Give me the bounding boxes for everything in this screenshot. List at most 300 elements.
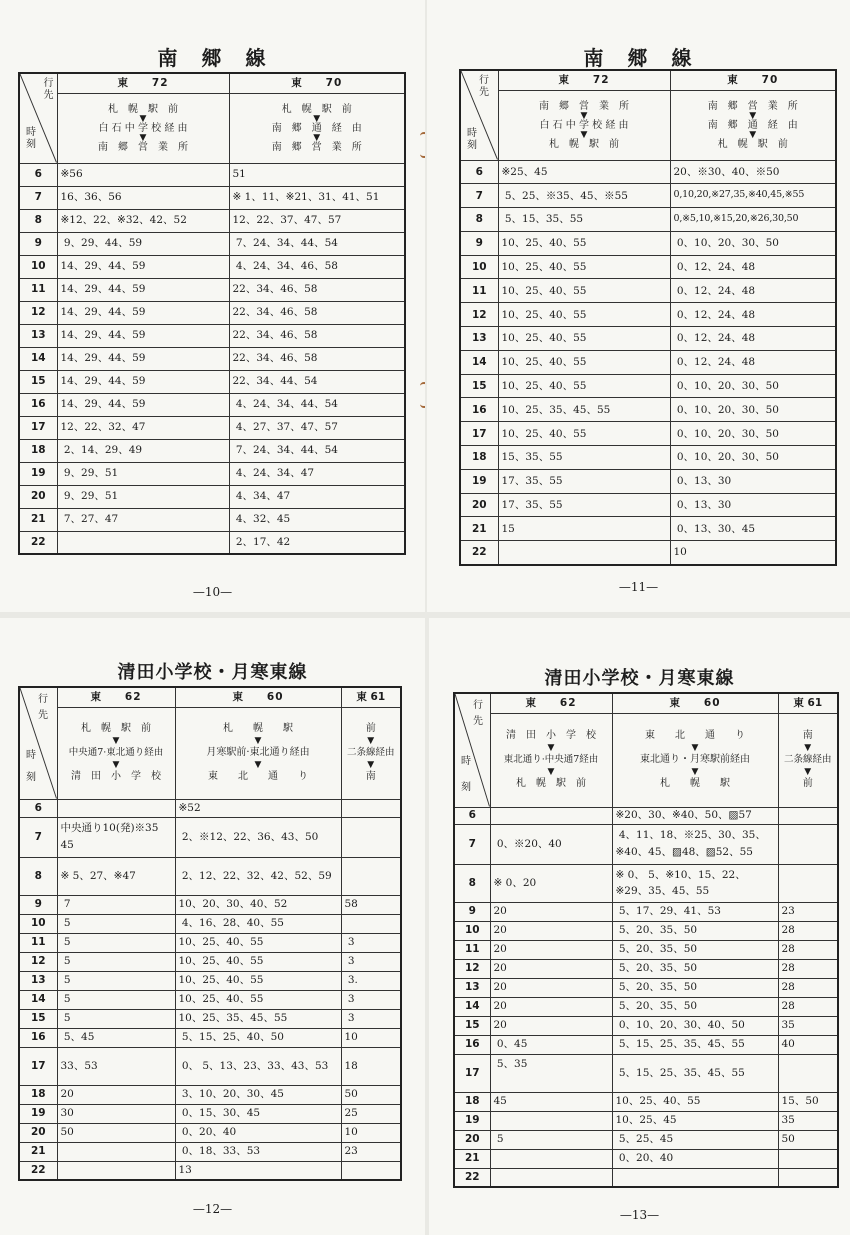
departure-times: 0、12、24、48 — [670, 303, 836, 327]
stop-via: 月寒駅前·東北通り経由 — [206, 747, 310, 758]
departure-times: 22、34、46、58 — [229, 301, 405, 324]
hour-cell: 7 — [460, 184, 498, 208]
departure-times: 7、27、47 — [57, 508, 229, 531]
hour-cell: 8 — [19, 857, 57, 895]
stop-origin: 南 — [802, 730, 813, 741]
departure-times: 15 — [498, 517, 670, 541]
departure-times: 10 — [341, 1028, 401, 1047]
hour-cell: 16 — [454, 1035, 490, 1054]
departure-times — [498, 541, 670, 565]
departure-times — [490, 1111, 612, 1130]
hour-row — [19, 209, 405, 232]
hour-cell: 10 — [460, 255, 498, 279]
departure-times: 5、20、35、50 — [612, 940, 778, 959]
timetable — [18, 686, 402, 1181]
hour-cell: 15 — [454, 1016, 490, 1035]
departure-times: 0,10,20,※27,35,※40,45,※55 — [670, 184, 836, 208]
departure-times: 20 — [490, 997, 612, 1016]
hour-cell: 15 — [19, 370, 57, 393]
route-stops — [498, 90, 670, 160]
arrow-down-icon: ▼ — [580, 110, 588, 121]
departure-times: 23 — [778, 902, 838, 921]
departure-times: 5 — [57, 971, 175, 990]
departure-times: 10、25、35、45、55 — [498, 398, 670, 422]
departure-times: 20 — [490, 940, 612, 959]
hour-cell: 6 — [460, 160, 498, 184]
departure-times: ※20、30、※40、50、▨57 — [612, 807, 778, 824]
hour-row — [460, 446, 836, 470]
stop-origin: 札 幌 駅 前 — [281, 103, 352, 115]
departure-times: 5、45 — [57, 1028, 175, 1047]
departure-times: 5、20、35、50 — [612, 921, 778, 940]
departure-times: 28 — [778, 940, 838, 959]
departure-times: 17、35、55 — [498, 469, 670, 493]
stop-destination: 札 幌 駅 前 — [549, 138, 619, 150]
departure-times: 5、15、35、55 — [498, 208, 670, 232]
hour-cell: 21 — [19, 508, 57, 531]
hour-cell: 10 — [454, 921, 490, 940]
departure-times — [490, 1168, 612, 1187]
departure-times: 0、20、40 — [612, 1149, 778, 1168]
departure-times: 22、34、46、58 — [229, 347, 405, 370]
hour-row — [460, 469, 836, 493]
stop-via: 東北通り·中央通7経由 — [503, 754, 599, 765]
departure-times — [57, 799, 175, 817]
header-corner — [454, 693, 490, 807]
route-stops — [57, 93, 229, 163]
hour-cell: 8 — [454, 864, 490, 902]
hour-row — [19, 971, 401, 990]
departure-times: 23 — [341, 1142, 401, 1161]
hour-cell: 21 — [460, 517, 498, 541]
departure-times: 5、15、25、35、45、55 — [612, 1054, 778, 1092]
hour-cell: 13 — [19, 971, 57, 990]
departure-times: ※ 0、 5、※10、15、22、 ※29、35、45、55 — [612, 864, 778, 902]
departure-times — [612, 1168, 778, 1187]
departure-times: 45 — [490, 1092, 612, 1111]
hour-row — [460, 374, 836, 398]
page-number: —12— — [192, 1202, 233, 1216]
departure-times: 4、16、28、40、55 — [175, 914, 341, 933]
hour-cell: 9 — [19, 895, 57, 914]
binding-staple — [420, 132, 425, 158]
departure-times: 2、12、22、32、42、52、59 — [175, 857, 341, 895]
departure-times: 22、34、46、58 — [229, 324, 405, 347]
departure-times: 13 — [175, 1161, 341, 1180]
arrow-down-icon: ▼ — [313, 113, 321, 124]
hour-cell: 9 — [19, 232, 57, 255]
hour-row — [19, 1009, 401, 1028]
departure-times: 14、29、44、59 — [57, 393, 229, 416]
hour-cell: 20 — [460, 493, 498, 517]
timetable-page-11 — [427, 0, 850, 612]
hour-cell: 18 — [460, 446, 498, 470]
departure-times: 0、12、24、48 — [670, 255, 836, 279]
departure-times: 3、10、20、30、45 — [175, 1085, 341, 1104]
hour-cell: 8 — [19, 209, 57, 232]
hour-row — [19, 508, 405, 531]
departure-times: 51 — [229, 163, 405, 186]
hour-row — [19, 857, 401, 895]
stop-via: 中央通7·東北通り経由 — [68, 747, 164, 758]
timetable-page-13 — [429, 618, 850, 1235]
stop-via: 二条線経由 — [783, 754, 832, 765]
stop-destination: 前 — [802, 778, 813, 789]
stop-origin: 東 北 通 り — [645, 730, 745, 741]
departure-times: 20 — [490, 978, 612, 997]
departure-times — [341, 914, 401, 933]
departure-times: 10、25、40、55 — [175, 990, 341, 1009]
departure-times: 5 — [490, 1130, 612, 1149]
time-label: 時 刻 — [26, 749, 36, 783]
departure-times — [341, 857, 401, 895]
departure-times: 5、20、35、50 — [612, 959, 778, 978]
hour-row — [19, 990, 401, 1009]
hour-row — [454, 902, 838, 921]
stop-destination: 清 田 小 学 校 — [71, 771, 161, 782]
departure-times: 10、25、40、55 — [175, 952, 341, 971]
departure-times: 28 — [778, 921, 838, 940]
timetable — [18, 72, 406, 555]
hour-row — [460, 184, 836, 208]
departure-times: 0、※20、40 — [490, 824, 612, 864]
departure-times: 0、10、20、30、50 — [670, 398, 836, 422]
departure-times: 20、※30、40、※50 — [670, 160, 836, 184]
departure-times: ※ 0、20 — [490, 864, 612, 902]
departure-times: 50 — [778, 1130, 838, 1149]
departure-times: ※25、45 — [498, 160, 670, 184]
destination-label: 行 先 — [479, 75, 489, 98]
departure-times: 9、29、51 — [57, 485, 229, 508]
hour-cell: 19 — [19, 462, 57, 485]
stop-destination: 東 北 通 り — [208, 771, 308, 782]
hour-cell: 18 — [19, 439, 57, 462]
departure-times: 7 — [57, 895, 175, 914]
departure-times — [778, 807, 838, 824]
departure-times — [778, 1149, 838, 1168]
departure-times: 3 — [341, 952, 401, 971]
destination-label: 行 先 — [473, 700, 483, 727]
arrow-down-icon: ▼ — [547, 743, 555, 753]
hour-cell: 7 — [454, 824, 490, 864]
timetable-page-10 — [0, 0, 425, 612]
departure-times: 10 — [341, 1123, 401, 1142]
departure-times: 12、22、37、47、57 — [229, 209, 405, 232]
departure-times: 22、34、46、58 — [229, 278, 405, 301]
stop-destination: 南 — [365, 771, 376, 782]
departure-times: 0、10、20、30、50 — [670, 422, 836, 446]
binding-staple — [420, 382, 425, 408]
departure-times — [778, 824, 838, 864]
departure-times: 0、13、30 — [670, 469, 836, 493]
departure-times: 10、25、40、55 — [498, 303, 670, 327]
hour-row — [454, 978, 838, 997]
departure-times: 9、29、44、59 — [57, 232, 229, 255]
hour-cell: 20 — [19, 1123, 57, 1142]
departure-times: 22、34、44、54 — [229, 370, 405, 393]
hour-cell: 16 — [460, 398, 498, 422]
departure-times: 5 — [57, 933, 175, 952]
hour-cell: 7 — [19, 186, 57, 209]
hour-cell: 19 — [454, 1111, 490, 1130]
hour-cell: 12 — [454, 959, 490, 978]
departure-times: 0、13、30、45 — [670, 517, 836, 541]
departure-times: 30 — [57, 1104, 175, 1123]
departure-times: 0、20、40 — [175, 1123, 341, 1142]
departure-times: 28 — [778, 978, 838, 997]
hour-cell: 15 — [460, 374, 498, 398]
departure-times: 58 — [341, 895, 401, 914]
hour-row — [19, 393, 405, 416]
timetable — [459, 69, 837, 566]
departure-times: 10、25、35、45、55 — [175, 1009, 341, 1028]
departure-times: 0,※5,10,※15,20,※26,30,50 — [670, 208, 836, 232]
route-stops — [490, 713, 612, 807]
departure-times: 10、25、40、55 — [498, 327, 670, 351]
departure-times — [490, 807, 612, 824]
hour-row — [19, 278, 405, 301]
hour-row — [19, 462, 405, 485]
stop-origin: 札 幌 駅 前 — [81, 723, 151, 734]
hour-cell: 10 — [19, 255, 57, 278]
hour-row — [19, 255, 405, 278]
arrow-down-icon: ▼ — [691, 767, 699, 777]
stop-destination: 南 郷 営 業 所 — [271, 141, 362, 153]
hour-row — [19, 232, 405, 255]
departure-times: 20 — [57, 1085, 175, 1104]
hour-row — [454, 1016, 838, 1035]
departure-times: 16、36、56 — [57, 186, 229, 209]
header-corner — [19, 687, 57, 799]
page-title: 南 郷 線 — [157, 46, 268, 70]
departure-times: 0、10、20、30、50 — [670, 446, 836, 470]
hour-row — [19, 1161, 401, 1180]
hour-cell: 8 — [460, 208, 498, 232]
hour-row — [460, 231, 836, 255]
departure-times: 4、34、47 — [229, 485, 405, 508]
hour-row — [19, 933, 401, 952]
departure-times: 3 — [341, 1009, 401, 1028]
departure-times — [57, 531, 229, 554]
departure-times: 20 — [490, 1016, 612, 1035]
hour-cell: 21 — [19, 1142, 57, 1161]
departure-times: 10、25、40、55 — [498, 279, 670, 303]
hour-row — [19, 439, 405, 462]
hour-row — [460, 422, 836, 446]
stop-destination: 南 郷 営 業 所 — [98, 141, 188, 153]
departure-times: 5、20、35、50 — [612, 997, 778, 1016]
departure-times: 4、24、34、46、58 — [229, 255, 405, 278]
departure-times: ※56 — [57, 163, 229, 186]
route-header: 東 60 — [612, 693, 778, 713]
hour-cell: 20 — [454, 1130, 490, 1149]
stop-origin: 清 田 小 学 校 — [506, 730, 596, 741]
hour-row — [460, 493, 836, 517]
departure-times: 14、29、44、59 — [57, 347, 229, 370]
route-header: 東 72 — [498, 70, 670, 90]
header-corner — [460, 70, 498, 160]
departure-times: 4、11、18、※25、30、35、 ※40、45、▨48、▨52、55 — [612, 824, 778, 864]
departure-times — [778, 864, 838, 902]
departure-times: 18 — [341, 1047, 401, 1085]
departure-times: 4、32、45 — [229, 508, 405, 531]
departure-times: 10、25、40、55 — [175, 933, 341, 952]
hour-cell: 11 — [460, 279, 498, 303]
arrow-down-icon: ▼ — [112, 736, 120, 746]
departure-times — [341, 1161, 401, 1180]
route-header: 東 72 — [57, 73, 229, 93]
arrow-down-icon: ▼ — [691, 743, 699, 753]
hour-row — [454, 1111, 838, 1130]
departure-times: 5、15、25、35、45、55 — [612, 1035, 778, 1054]
departure-times: 0、10、20、30、40、50 — [612, 1016, 778, 1035]
departure-times: 5、15、25、40、50 — [175, 1028, 341, 1047]
departure-times: 10、25、40、55 — [498, 255, 670, 279]
departure-times: 0、12、24、48 — [670, 350, 836, 374]
hour-cell: 19 — [19, 1104, 57, 1123]
timetable — [453, 692, 839, 1188]
departure-times: 5、25、45 — [612, 1130, 778, 1149]
stop-via: 南 郷 通 経 由 — [271, 122, 362, 134]
route-header: 東 70 — [670, 70, 836, 90]
hour-row — [460, 303, 836, 327]
departure-times: 14、29、44、59 — [57, 278, 229, 301]
departure-times: 4、24、34、47 — [229, 462, 405, 485]
departure-times: 10、25、40、55 — [498, 350, 670, 374]
hour-row — [454, 1035, 838, 1054]
departure-times: 3 — [341, 990, 401, 1009]
time-label: 時 刻 — [461, 755, 471, 793]
route-header: 東 61 — [341, 687, 401, 707]
departure-times: 17、35、55 — [498, 493, 670, 517]
departure-times: 10、25、40、55 — [498, 422, 670, 446]
hour-row — [19, 531, 405, 554]
hour-row — [454, 1149, 838, 1168]
departure-times: 28 — [778, 997, 838, 1016]
departure-times: 20 — [490, 902, 612, 921]
departure-times: 5、25、※35、45、※55 — [498, 184, 670, 208]
hour-row — [454, 824, 838, 864]
departure-times — [57, 1142, 175, 1161]
arrow-down-icon: ▼ — [139, 113, 147, 124]
stop-via: 白 石 中 学 校 経 由 — [539, 119, 629, 131]
hour-row — [454, 940, 838, 959]
stop-origin: 札 幌 駅 — [223, 723, 293, 734]
route-header: 東 60 — [175, 687, 341, 707]
hour-cell: 6 — [19, 163, 57, 186]
departure-times — [778, 1054, 838, 1092]
hour-cell: 12 — [19, 952, 57, 971]
hour-row — [454, 864, 838, 902]
departure-times — [490, 1149, 612, 1168]
departure-times: 28 — [778, 959, 838, 978]
route-stops — [778, 713, 838, 807]
departure-times: ※ 5、27、※47 — [57, 857, 175, 895]
departure-times: 10、25、40、55 — [498, 231, 670, 255]
departure-times: 35 — [778, 1111, 838, 1130]
departure-times: 40 — [778, 1035, 838, 1054]
departure-times: 33、53 — [57, 1047, 175, 1085]
arrow-down-icon: ▼ — [547, 767, 555, 777]
departure-times — [778, 1168, 838, 1187]
hour-cell: 16 — [19, 1028, 57, 1047]
departure-times: 5、17、29、41、53 — [612, 902, 778, 921]
hour-cell: 18 — [19, 1085, 57, 1104]
route-stops — [175, 707, 341, 799]
departure-times: 7、24、34、44、54 — [229, 439, 405, 462]
departure-times: 4、24、34、44、54 — [229, 393, 405, 416]
arrow-down-icon: ▼ — [254, 736, 262, 746]
hour-row — [19, 817, 401, 857]
destination-label: 行 先 — [43, 78, 54, 101]
stop-via: 南 郷 通 経 由 — [707, 119, 798, 131]
hour-cell: 15 — [19, 1009, 57, 1028]
hour-row — [454, 997, 838, 1016]
departure-times: 14、29、44、59 — [57, 301, 229, 324]
hour-cell: 9 — [460, 231, 498, 255]
header-corner — [19, 73, 57, 163]
departure-times: 10、25、40、55 — [612, 1092, 778, 1111]
departure-times — [57, 1161, 175, 1180]
hour-cell: 17 — [19, 416, 57, 439]
departure-times: 10、20、30、40、52 — [175, 895, 341, 914]
departure-times: 2、17、42 — [229, 531, 405, 554]
hour-row — [19, 186, 405, 209]
timetable-page-12 — [0, 618, 425, 1235]
route-stops — [229, 93, 405, 163]
arrow-down-icon: ▼ — [313, 132, 321, 143]
route-stops — [670, 90, 836, 160]
arrow-down-icon: ▼ — [367, 736, 375, 746]
hour-row — [19, 1085, 401, 1104]
stop-origin: 前 — [365, 723, 376, 734]
hour-cell: 22 — [19, 1161, 57, 1180]
arrow-down-icon: ▼ — [804, 767, 812, 777]
hour-cell: 17 — [460, 422, 498, 446]
destination-label: 行 先 — [38, 694, 48, 721]
hour-cell: 12 — [19, 301, 57, 324]
page-number: —13— — [619, 1208, 660, 1222]
departure-times: 0、10、20、30、50 — [670, 231, 836, 255]
hour-cell: 13 — [454, 978, 490, 997]
hour-cell: 11 — [454, 940, 490, 959]
departure-times: 10 — [670, 541, 836, 565]
departure-times: 0、 5、13、23、33、43、53 — [175, 1047, 341, 1085]
hour-cell: 17 — [454, 1054, 490, 1092]
arrow-down-icon: ▼ — [139, 132, 147, 143]
departure-times: 12、22、32、47 — [57, 416, 229, 439]
departure-times: 5 — [57, 990, 175, 1009]
hour-row — [19, 301, 405, 324]
departure-times: ※ 1、11、※21、31、41、51 — [229, 186, 405, 209]
hour-row — [19, 324, 405, 347]
hour-row — [454, 1130, 838, 1149]
stop-via: 東北通り・月寒駅前経由 — [640, 754, 750, 765]
hour-cell: 13 — [460, 327, 498, 351]
hour-cell: 17 — [19, 1047, 57, 1085]
departure-times — [341, 799, 401, 817]
departure-times: 50 — [341, 1085, 401, 1104]
route-header: 東 61 — [778, 693, 838, 713]
departure-times: 14、29、44、59 — [57, 370, 229, 393]
page-title: 清田小学校・月寒東線 — [117, 662, 308, 683]
stop-origin: 札 幌 駅 前 — [108, 103, 178, 115]
departure-times: 2、※12、22、36、43、50 — [175, 817, 341, 857]
departure-times: 20 — [490, 921, 612, 940]
hour-row — [19, 1047, 401, 1085]
hour-row — [19, 1142, 401, 1161]
hour-cell: 6 — [454, 807, 490, 824]
